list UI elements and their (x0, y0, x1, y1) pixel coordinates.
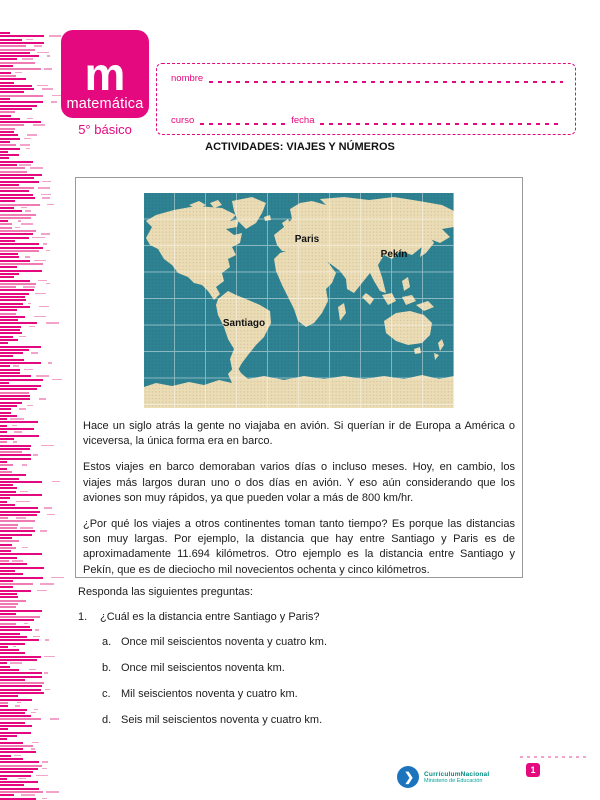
map-label-pekin: Pekín (380, 249, 408, 260)
publisher-logo (397, 766, 489, 788)
course-input-line[interactable] (200, 123, 285, 125)
course-label: curso (171, 115, 195, 126)
name-input-line[interactable] (209, 81, 563, 83)
option-c-letter: c. (102, 688, 111, 700)
date-input-line[interactable] (320, 123, 563, 125)
questions-intro: Responda las siguientes preguntas: (78, 586, 253, 598)
option-b[interactable] (102, 662, 523, 674)
footer-decoration-dots (520, 756, 590, 758)
course-date-row (171, 116, 563, 126)
torn-edge-decoration (0, 0, 56, 800)
question-1-options (102, 636, 523, 726)
option-b-text: Once mil seiscientos noventa km. (121, 662, 285, 674)
option-b-letter: b. (102, 662, 112, 674)
publisher-text (424, 771, 489, 784)
question-1 (78, 611, 523, 623)
name-row (171, 74, 563, 84)
brand-logo-square (61, 30, 149, 118)
brand-logo (57, 30, 153, 137)
question-1-number: 1. (78, 611, 88, 623)
play-circle-icon: ❯ (397, 766, 419, 788)
reading-box (75, 177, 523, 578)
publisher-line2: Ministerio de Educación (424, 777, 483, 784)
questions-section (78, 586, 523, 740)
option-d[interactable] (102, 714, 523, 726)
date-label: fecha (291, 115, 315, 126)
name-label: nombre (171, 73, 204, 84)
brand-letter: m (84, 48, 126, 100)
map-label-santiago: Santiago (222, 318, 266, 329)
page-title: ACTIVIDADES: VIAJES Y NÚMEROS (205, 141, 395, 153)
paragraph-3: ¿Por qué los viajes a otros continentes toman tanto tiempo? Es porque las distancias son muy largas. Por ejemplo, la distancia que hay entre Santiago y Paris es de aproximadamente 11.694 kilómetros. Otro ejemplo es la distancia entre Santiago y Pekín, que es de dieciocho mil novecientos ochenta y cinco kilómetros. (83, 518, 515, 576)
option-c-text: Mil seiscientos noventa y cuatro km. (121, 688, 298, 700)
paragraph-2: Estos viajes en barco demoraban varios días o incluso meses. Hoy, en cambio, los viajes más largos duran uno o dos días en avión. Y eso aún considerando que los aviones son muy rápidos, ya que pueden volar a más de 800 km/hr. (83, 461, 515, 504)
option-a[interactable] (102, 636, 523, 648)
option-d-letter: d. (102, 714, 112, 726)
option-c[interactable] (102, 688, 523, 700)
student-info-form (156, 63, 576, 135)
world-map (144, 193, 454, 408)
paragraph-1: Hace un siglo atrás la gente no viajaba en avión. Si querían ir de Europa a América o viceversa, la única forma era en barco. (83, 420, 515, 448)
option-a-text: Once mil seiscientos noventa y cuatro km. (121, 636, 328, 648)
grade-label: 5° básico (78, 122, 132, 137)
map-label-paris: Paris (294, 234, 320, 245)
question-1-text: ¿Cuál es la distancia entre Santiago y Paris? (100, 611, 320, 623)
map-graticule (144, 193, 454, 408)
page-number-badge: 1 (526, 763, 540, 777)
publisher-line1: CurrículumNacional (424, 770, 490, 778)
option-a-letter: a. (102, 636, 112, 648)
option-d-text: Seis mil seiscientos noventa y cuatro km. (121, 714, 323, 726)
brand-name: matemática (66, 96, 144, 112)
